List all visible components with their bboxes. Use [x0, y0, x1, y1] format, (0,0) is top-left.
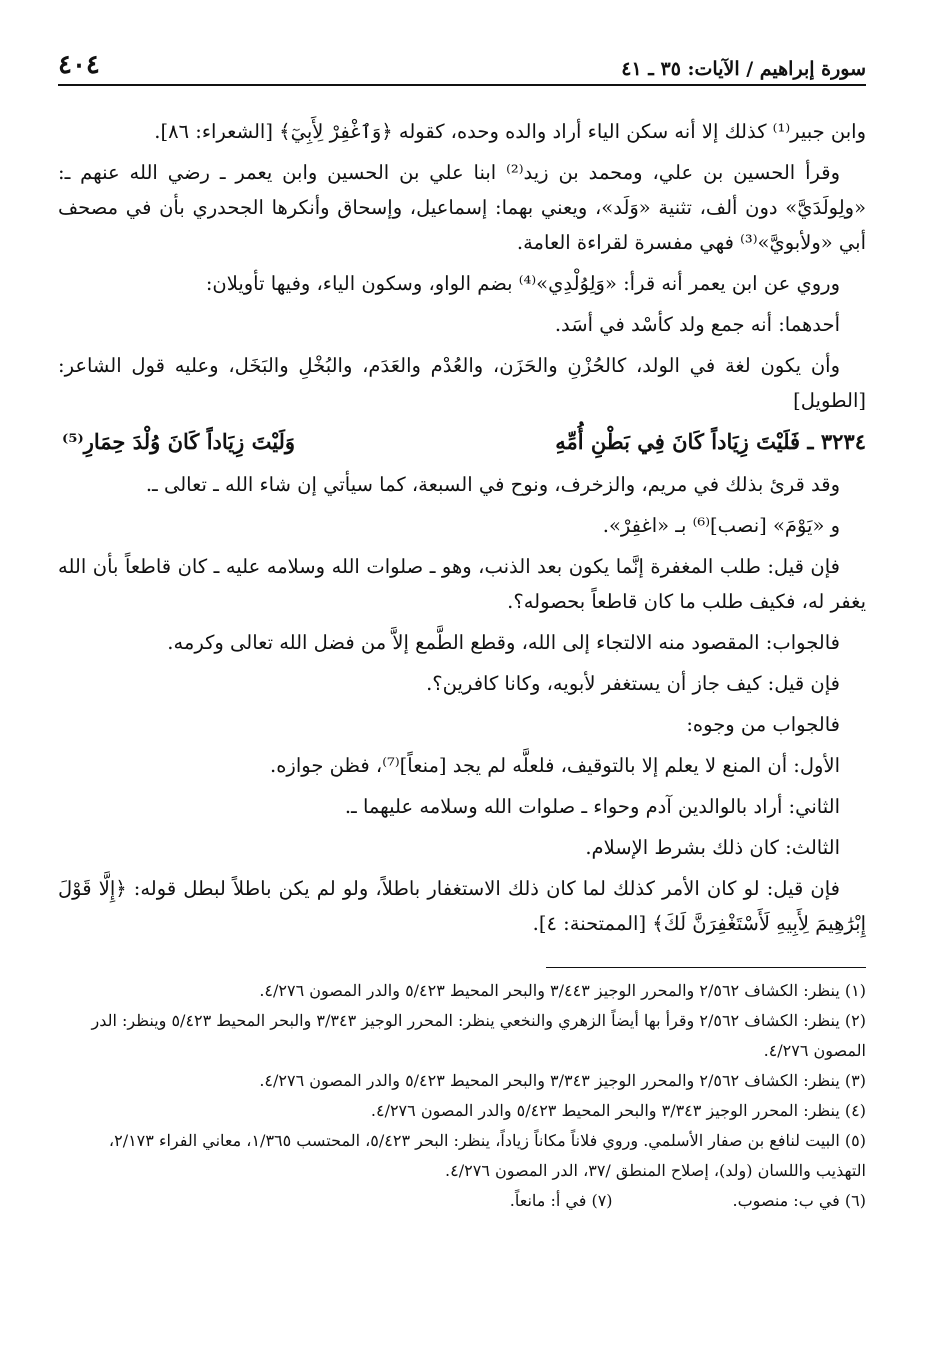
- footnote: (٤) ينظر: المحرر الوجيز ٣/٣٤٣ والبحر المحيط ٥/٤٢٣ والدر المصون ٤/٢٧٦.: [370, 1101, 866, 1120]
- paragraph: فإن قيل: كيف جاز أن يستغفر لأبويه، وكانا كافرين؟.: [426, 672, 840, 695]
- paragraph: الثالث: كان ذلك بشرط الإسلام.: [585, 836, 840, 859]
- verse-hemistich-1: [555, 424, 866, 459]
- footnote: (١) ينظر: الكشاف ٢/٥٦٢ والمحرر الوجيز ٣/٤٤٣ والبحر المحيط ٥/٤٢٣ والدر المصون ٤/٢٧٦.: [259, 981, 866, 1000]
- paragraph: وابن جبير⁽¹⁾ كذلك إلا أنه سكن الياء أراد والده وحده، كقوله ﴿وَٱغْفِرْ لِأَبِيٓ﴾ [الشعراء: ٨٦].: [154, 120, 866, 143]
- running-title: سورة إبراهيم / الآيات: ٣٥ ـ ٤١: [621, 58, 866, 80]
- paragraph: فإن قيل: لو كان الأمر كذلك لما كان ذلك الاستغفار باطلاً، ولو لم يكن باطلاً لبطل قوله: ﴿إِلَّا قَوْلَ إِبْرَٰهِيمَ لِأَبِيهِ لَأَسْتَغْفِرَنَّ لَكَ﴾ [الممتحنة: ٤].: [58, 877, 866, 935]
- paragraph: فالجواب: المقصود منه الالتجاء إلى الله، وقطع الطَّمع إلاَّ من فضل الله تعالى وكرمه.: [167, 631, 840, 654]
- paragraph: الأول: أن المنع لا يعلم إلا بالتوقيف، فلعلَّه لم يجد [منعاً]⁽⁷⁾، فظن جوازه.: [270, 754, 840, 777]
- main-text: [58, 114, 866, 941]
- footnote: (٧) في أ: مانعاً.: [509, 1191, 613, 1210]
- page-header: [58, 48, 866, 86]
- paragraph: الثاني: أراد بالوالدين آدم وحواء ـ صلوات الله وسلامه عليهما ـ.: [344, 795, 840, 818]
- footnotes: [58, 976, 866, 1216]
- verse-second-half: وَلَيْتَ زِيَاداً كَانَ وُلْدَ حِمَارِ⁽⁵⁾: [62, 429, 296, 454]
- page-number: ٤٠٤: [58, 50, 100, 80]
- footnote-divider: [546, 967, 866, 968]
- paragraph: و «يَوْمَ» [نصب]⁽⁶⁾ بـ «اغفِرْ».: [602, 514, 840, 537]
- paragraph: فإن قيل: طلب المغفرة إنَّما يكون بعد الذنب، وهو ـ صلوات الله وسلامه عليه ـ كان قاطعاً بأن الله يغفر له، فكيف طلب ما كان قاطعاً بحصوله؟.: [58, 555, 866, 613]
- paragraph: وقد قرئ بذلك في مريم، والزخرف، ونوح في السبعة، كما سيأتي إن شاء الله ـ تعالى ـ.: [145, 473, 840, 496]
- footnote: (٥) البيت لنافع بن صفار الأسلمي. وروي فلاناً مكاناً زياداً، ينظر: البحر ٥/٤٢٣، المحتسب ١/٣٦٥، معاني الفراء ٢/١٧٣، التهذيب واللسان (ولد)، إصلاح المنطق /٣٧، الدر المصون ٤/٢٧٦.: [108, 1131, 866, 1180]
- paragraph: وقرأ الحسين بن علي، ومحمد بن زيد⁽²⁾ ابنا علي بن الحسين وابن يعمر ـ رضي الله عنهم ـ: «ولِولَدَيَّ» دون ألف، تثنية «وَلَد»، ويعني بهما: إسماعيل، وإسحاق وأنكرها الجحدري بأن في مصحف أبي «ولأبويَّ»⁽³⁾ فهي مفسرة لقراءة العامة.: [58, 161, 866, 254]
- poetry-verse: [58, 424, 866, 459]
- paragraph: فالجواب من وجوه:: [686, 713, 840, 736]
- paragraph: وروي عن ابن يعمر أنه قرأ: «وَلِوُلْدِي»⁽⁴⁾ بضم الواو، وسكون الياء، وفيها تأويلان:: [205, 272, 840, 295]
- paragraph: وأن يكون لغة في الولد، كالحُزْنِ والحَزَن، والعُدْم والعَدَم، والبُخْلِ والبَخَل، وعليه قول الشاعر: [الطويل]: [58, 354, 866, 412]
- paragraph: أحدهما: أنه جمع ولد كأسْد في أسَد.: [554, 313, 840, 336]
- footnote: (٦) في ب: منصوب.: [732, 1191, 866, 1210]
- footnote: (٢) ينظر: الكشاف ٢/٥٦٢ وقرأ بها أيضاً الزهري والنخعي ينظر: المحرر الوجيز ٣/٣٤٣ والبحر المحيط ٥/٤٢٣ وينظر: الدر المصون ٤/٢٧٦.: [91, 1011, 866, 1060]
- verse-number: ٣٢٣٤ ـ: [807, 429, 866, 454]
- verse-first-half: فَلَيْتَ زِيَاداً كَانَ فِي بَطْنِ أُمِّهِ: [555, 429, 801, 454]
- footnote-row: [58, 1186, 866, 1216]
- book-page: [58, 48, 866, 1216]
- footnote: (٣) ينظر: الكشاف ٢/٥٦٢ والمحرر الوجيز ٣/٣٤٣ والبحر المحيط ٥/٤٢٣ والدر المصون ٤/٢٧٦.: [259, 1071, 866, 1090]
